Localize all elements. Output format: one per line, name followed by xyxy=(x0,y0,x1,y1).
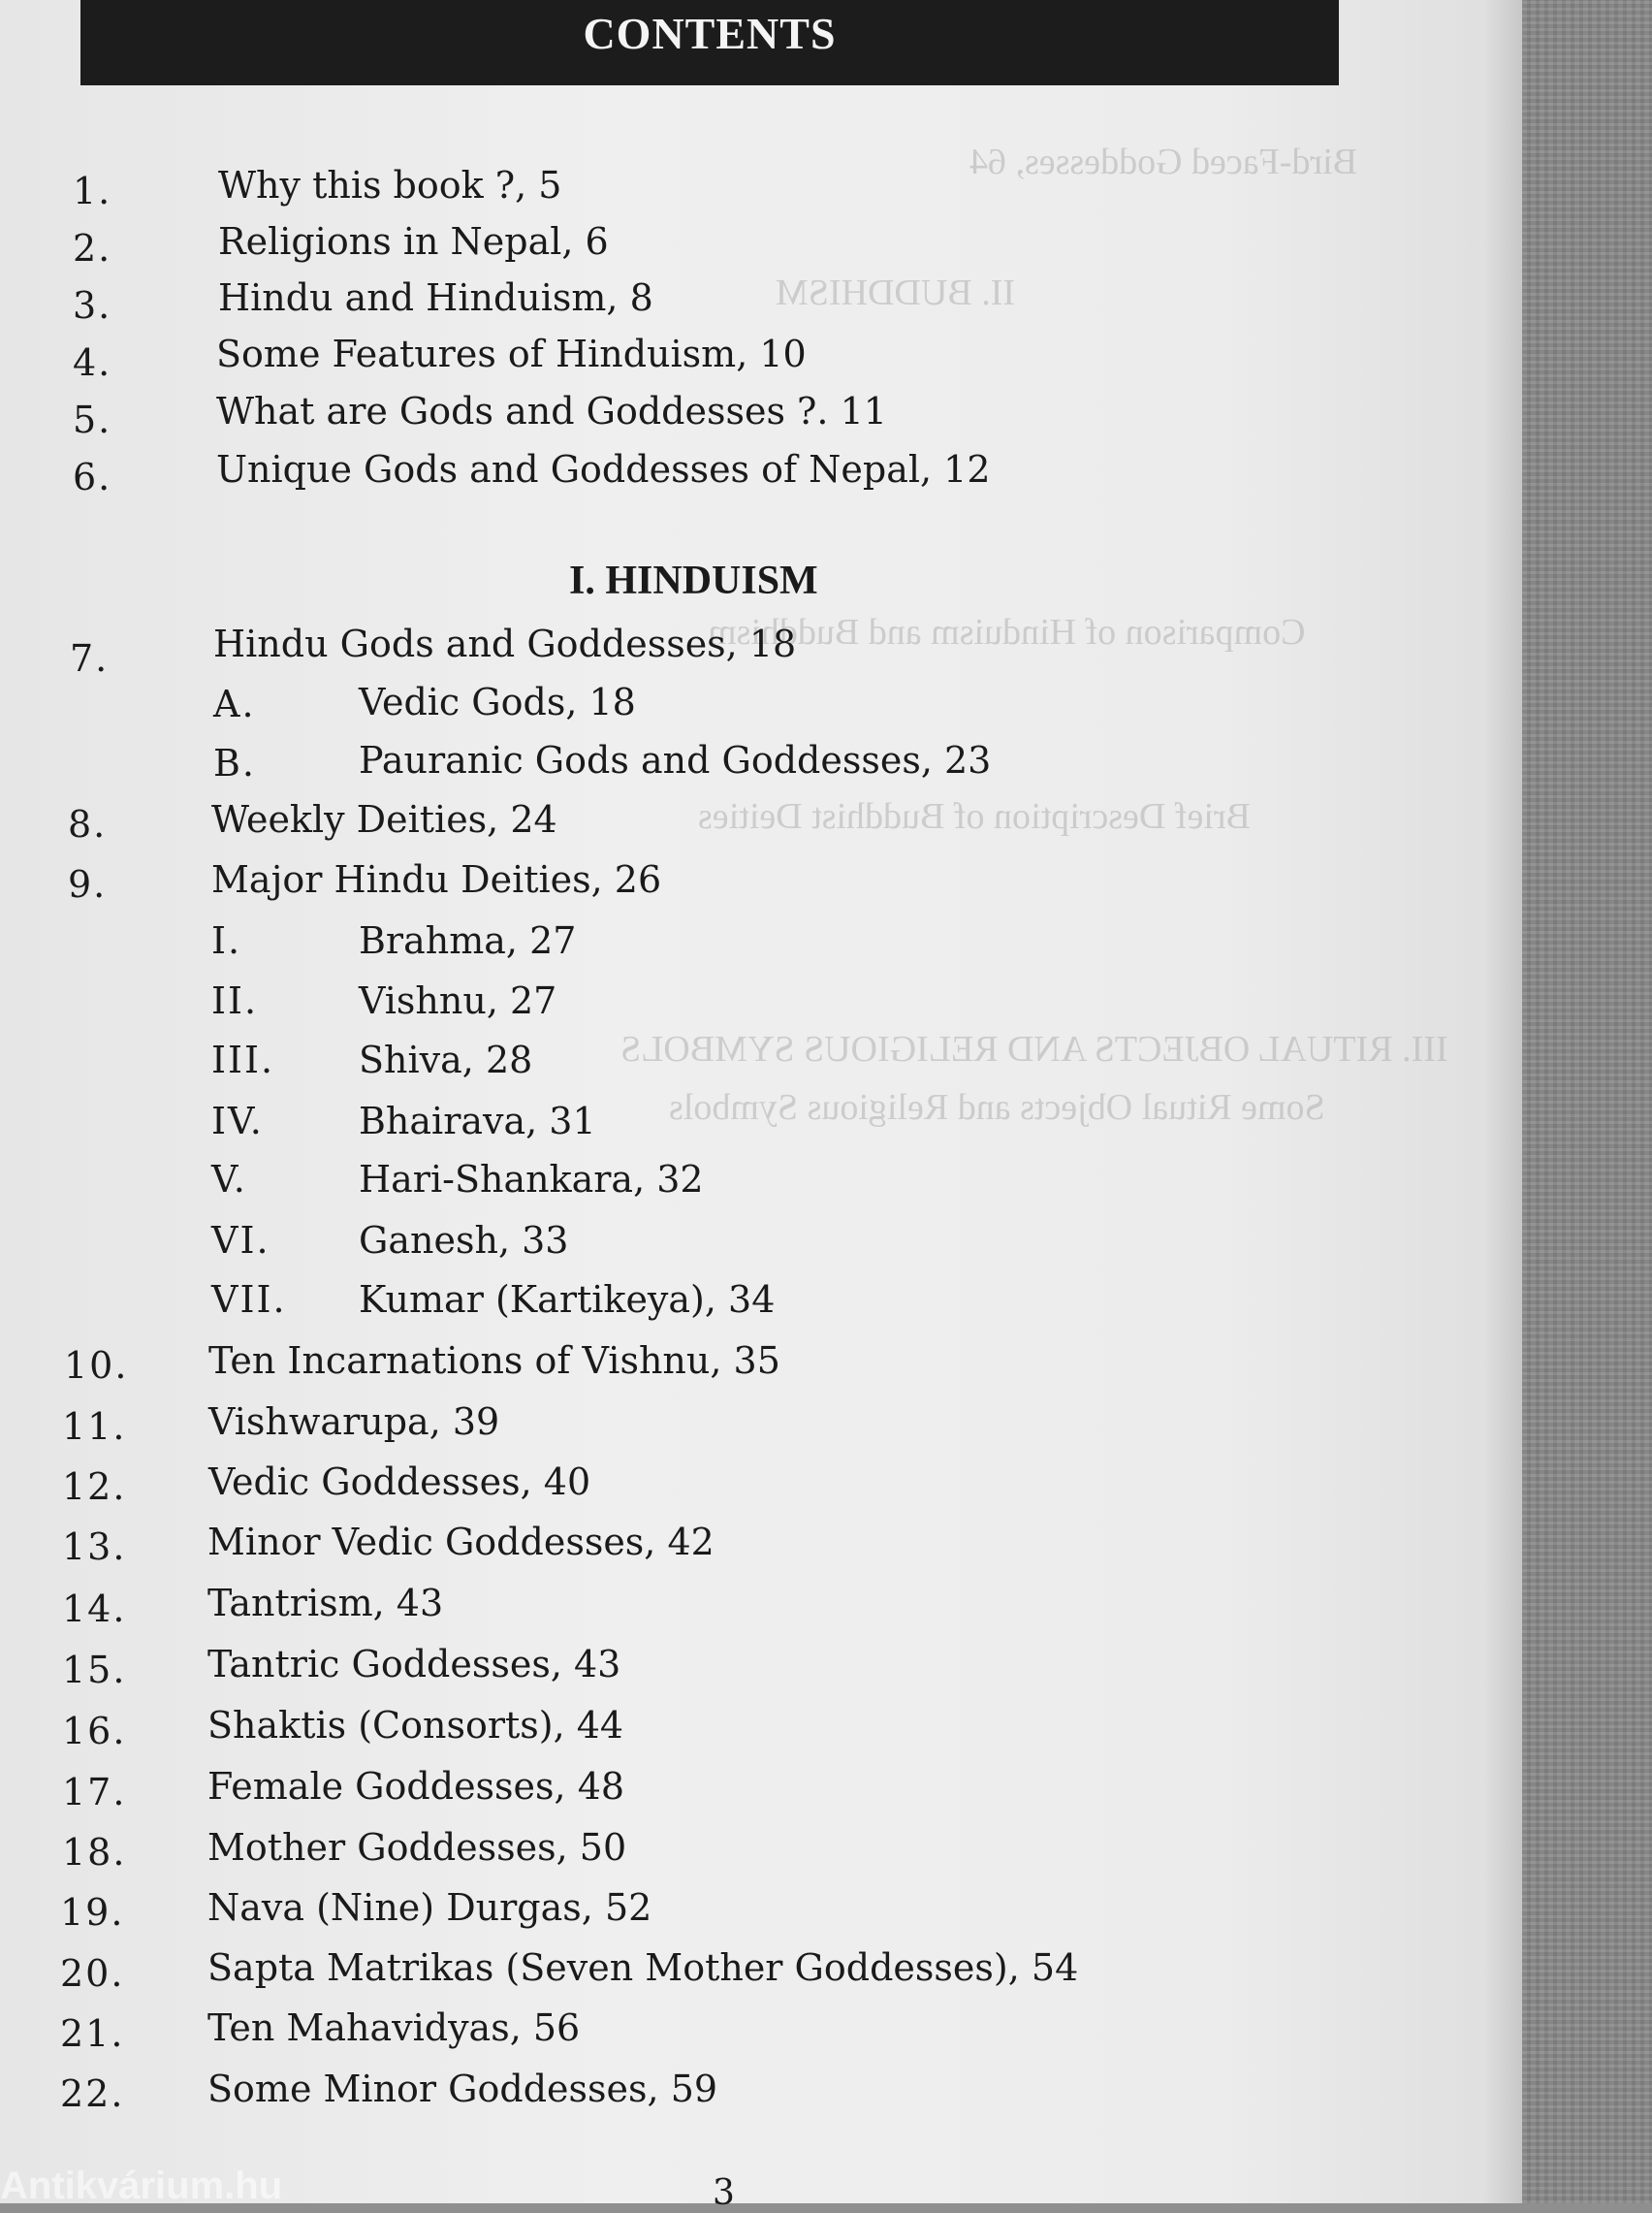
toc-subentry-title: Vishnu, 27 xyxy=(359,979,557,1022)
background-surface xyxy=(1522,0,1652,2203)
toc-entry-title: Some Minor Goddesses, 59 xyxy=(207,2068,718,2110)
toc-subentry-title: Ganesh, 33 xyxy=(359,1219,569,1262)
toc-subentry-title: Hari-Shankara, 32 xyxy=(359,1158,704,1201)
page-title: CONTENTS xyxy=(583,9,837,58)
bleed-through-text: Comparison of Hinduism and Buddhism xyxy=(708,612,1306,653)
toc-entry-title: Vishwarupa, 39 xyxy=(208,1400,500,1443)
toc-entry-number: 3. xyxy=(73,284,112,327)
toc-entry-number: 10. xyxy=(64,1344,129,1387)
toc-subentry-title: Bhairava, 31 xyxy=(359,1100,596,1142)
toc-entry-number: 19. xyxy=(60,1891,125,1934)
toc-subentry-numeral: I. xyxy=(211,919,242,962)
toc-entry-number: 8. xyxy=(68,803,108,846)
toc-entry-number: 17. xyxy=(62,1771,127,1813)
toc-entry-number: 7. xyxy=(70,637,110,680)
toc-entry-title: Ten Incarnations of Vishnu, 35 xyxy=(208,1339,780,1382)
toc-entry-number: 1. xyxy=(73,170,112,212)
toc-entry-title: Mother Goddesses, 50 xyxy=(207,1826,627,1869)
toc-subentry-numeral: VI. xyxy=(211,1219,270,1262)
toc-entry-number: 11. xyxy=(62,1405,127,1448)
toc-entry-title: Minor Vedic Goddesses, 42 xyxy=(207,1521,715,1563)
toc-entry-title: Why this book ?, 5 xyxy=(218,164,562,207)
toc-entry-number: 14. xyxy=(62,1588,127,1630)
toc-entry-title: Nava (Nine) Durgas, 52 xyxy=(207,1886,652,1929)
toc-subentry-title: Brahma, 27 xyxy=(359,919,577,962)
page-number: 3 xyxy=(713,2173,735,2213)
contents-header-bar xyxy=(80,0,1339,85)
toc-entry-number: 18. xyxy=(62,1831,127,1874)
toc-subentry-numeral: III. xyxy=(211,1039,275,1081)
toc-entry-number: 21. xyxy=(60,2012,125,2055)
toc-entry-title: Ten Mahavidyas, 56 xyxy=(207,2006,581,2049)
toc-subentry-title: Vedic Gods, 18 xyxy=(359,681,636,723)
toc-entry-number: 22. xyxy=(60,2072,125,2115)
page-edge-shadow xyxy=(1483,0,1522,2203)
toc-entry-title: Major Hindu Deities, 26 xyxy=(211,858,662,901)
toc-entry-number: 16. xyxy=(62,1710,127,1752)
bleed-through-text: Bird-Faced Goddesses, 64 xyxy=(969,142,1357,182)
toc-entry-title: What are Gods and Goddesses ?. 11 xyxy=(216,390,887,433)
toc-entry-number: 2. xyxy=(73,227,112,270)
toc-entry-number: 15. xyxy=(62,1649,127,1691)
toc-entry-number: 5. xyxy=(73,399,112,441)
toc-entry-title: Tantric Goddesses, 43 xyxy=(207,1643,621,1685)
toc-entry-number: 20. xyxy=(60,1952,125,1995)
watermark-text: Antikvárium.hu xyxy=(0,2165,283,2207)
toc-entry-title: Shaktis (Consorts), 44 xyxy=(207,1704,624,1747)
toc-entry-title: Tantrism, 43 xyxy=(207,1582,444,1624)
toc-entry-number: 13. xyxy=(62,1525,127,1568)
toc-subentry-title: Shiva, 28 xyxy=(359,1039,533,1081)
toc-entry-number: 4. xyxy=(73,341,112,384)
toc-entry-number: 12. xyxy=(62,1465,127,1508)
toc-entry-title: Weekly Deities, 24 xyxy=(211,798,557,841)
toc-subentry-numeral: V. xyxy=(211,1158,247,1201)
toc-entry-title: Vedic Goddesses, 40 xyxy=(208,1460,591,1503)
bleed-through-text: III. RITUAL OBJECTS AND RELIGIOUS SYMBOLS xyxy=(620,1029,1448,1070)
toc-subentry-numeral: II. xyxy=(211,979,259,1022)
toc-subentry-title: Kumar (Kartikeya), 34 xyxy=(359,1278,776,1321)
toc-entry-title: Religions in Nepal, 6 xyxy=(218,220,609,263)
toc-entry-title: Female Goddesses, 48 xyxy=(207,1765,625,1808)
toc-entry-title: Unique Gods and Goddesses of Nepal, 12 xyxy=(216,448,991,491)
toc-subentry-letter: B. xyxy=(213,742,257,785)
toc-subentry-title: Pauranic Gods and Goddesses, 23 xyxy=(359,739,992,782)
toc-entry-title: Hindu Gods and Goddesses, 18 xyxy=(213,623,797,665)
toc-entry-title: Sapta Matrikas (Seven Mother Goddesses), 54 xyxy=(207,1946,1079,1989)
toc-entry-number: 9. xyxy=(68,863,108,906)
toc-subentry-letter: A. xyxy=(213,683,256,725)
bleed-through-text: Some Ritual Objects and Religious Symbols xyxy=(669,1087,1325,1128)
bleed-through-text: II. BUDDHISM xyxy=(776,273,1015,313)
toc-subentry-numeral: VII. xyxy=(211,1278,287,1321)
toc-entry-title: Some Features of Hinduism, 10 xyxy=(216,333,807,375)
section-heading-hinduism: I. HINDUISM xyxy=(569,559,818,603)
toc-entry-title: Hindu and Hinduism, 8 xyxy=(218,276,653,319)
toc-entry-number: 6. xyxy=(73,456,112,498)
bleed-through-text: Brief Description of Buddhist Deities xyxy=(698,796,1251,837)
toc-subentry-numeral: IV. xyxy=(211,1100,264,1142)
